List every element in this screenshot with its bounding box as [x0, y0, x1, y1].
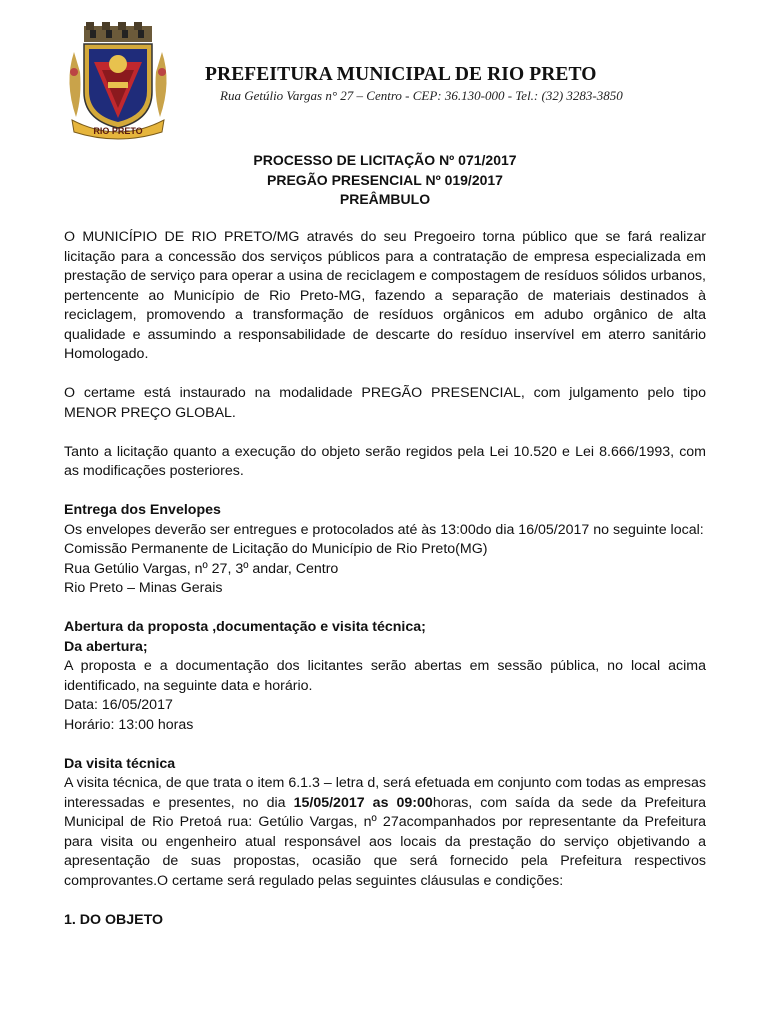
abertura-paragraph: A proposta e a documentação dos licitantes serão abertas em sessão pública, no local acima identificado, na seguinte data e horário. — [64, 658, 706, 694]
process-heading: PROCESSO DE LICITAÇÃO Nº 071/2017 — [253, 152, 517, 168]
preambulo-heading: PREÂMBULO — [339, 191, 431, 207]
entrega-location-line: Comissão Permanente de Licitação do Município de Rio Preto(MG) — [64, 541, 488, 557]
section-1-heading: 1. DO OBJETO — [64, 911, 164, 928]
visita-text-before: A visita técnica, de que trata o item 6.1.3 – letra d, será efetuada em conjunto com todas as empresas interessadas e presentes, no dia — [64, 775, 706, 811]
modalidade-paragraph: O certame está instaurado na modalidade PREGÃO PRESENCIAL, com julgamento pelo tipo MENOR PREÇO GLOBAL. — [64, 385, 706, 421]
header-address: Rua Getúlio Vargas n° 27 – Centro - CEP: 36.130-000 - Tel.: (32) 3283-3850 — [220, 88, 623, 103]
entrega-address-line: Rua Getúlio Vargas, nº 27, 3º andar, Centro — [64, 560, 339, 577]
visita-date-bold: 15/05/2017 as 09:00 — [293, 794, 433, 811]
crest-ribbon-label: RIO PRETO — [93, 126, 143, 136]
entrega-paragraph: Os envelopes deverão ser entregues e protocolados até às 13:00do dia 16/05/2017 no seguinte local: — [64, 521, 704, 538]
document-headings — [0, 151, 770, 210]
municipal-crest-logo — [62, 22, 174, 140]
document-body — [64, 228, 706, 930]
abertura-date: Data: 16/05/2017 — [64, 697, 173, 713]
visita-text-after: horas, com saída da sede da Prefeitura Municipal de Rio Pretoá rua: Getúlio Vargas, nº 27acompanhados por representante da Prefeitura para visita ou engenheiro atual responsável aos locais da prestação do serviço objetivando a apresentação de suas propostas, ocasião que será fornecido pela Prefeitura respectivos comprovantes.O certame será regulado pelas seguintes cláusulas e condições: — [64, 794, 706, 889]
abertura-subheading: Da abertura; — [64, 638, 148, 655]
preamble-paragraph: O MUNICÍPIO DE RIO PRETO/MG através do seu Pregoeiro torna público que se fará realizar licitação para a concessão dos serviços públicos para a contratação de empresa especializada em prestação de serviço para operar a usina de reciclagem e compostagem de resíduos sólidos urbanos, pertencente ao Município de Rio Preto-MG, fazendo a separação de materiais destinados à reciclagem, promovendo a transformação de resíduos orgânicos em adubo orgânico de alta qualidade e assumindo a responsabilidade de descarte do resíduo inservível em aterro sanitário Homologado. — [64, 229, 706, 362]
entrega-heading: Entrega dos Envelopes — [64, 502, 221, 518]
abertura-heading: Abertura da proposta ,documentação e visita técnica; — [64, 619, 426, 635]
header-title: PREFEITURA MUNICIPAL DE RIO PRETO — [205, 64, 597, 85]
pregao-heading: PREGÃO PRESENCIAL Nº 019/2017 — [267, 171, 503, 188]
visita-heading: Da visita técnica — [64, 755, 176, 772]
visita-paragraph — [64, 774, 706, 891]
abertura-time: Horário: 13:00 horas — [64, 716, 194, 733]
entrega-city-line: Rio Preto – Minas Gerais — [64, 580, 223, 596]
legislacao-paragraph: Tanto a licitação quanto a execução do objeto serão regidos pela Lei 10.520 e Lei 8.666/1993, com as modificações posteriores. — [64, 443, 706, 479]
